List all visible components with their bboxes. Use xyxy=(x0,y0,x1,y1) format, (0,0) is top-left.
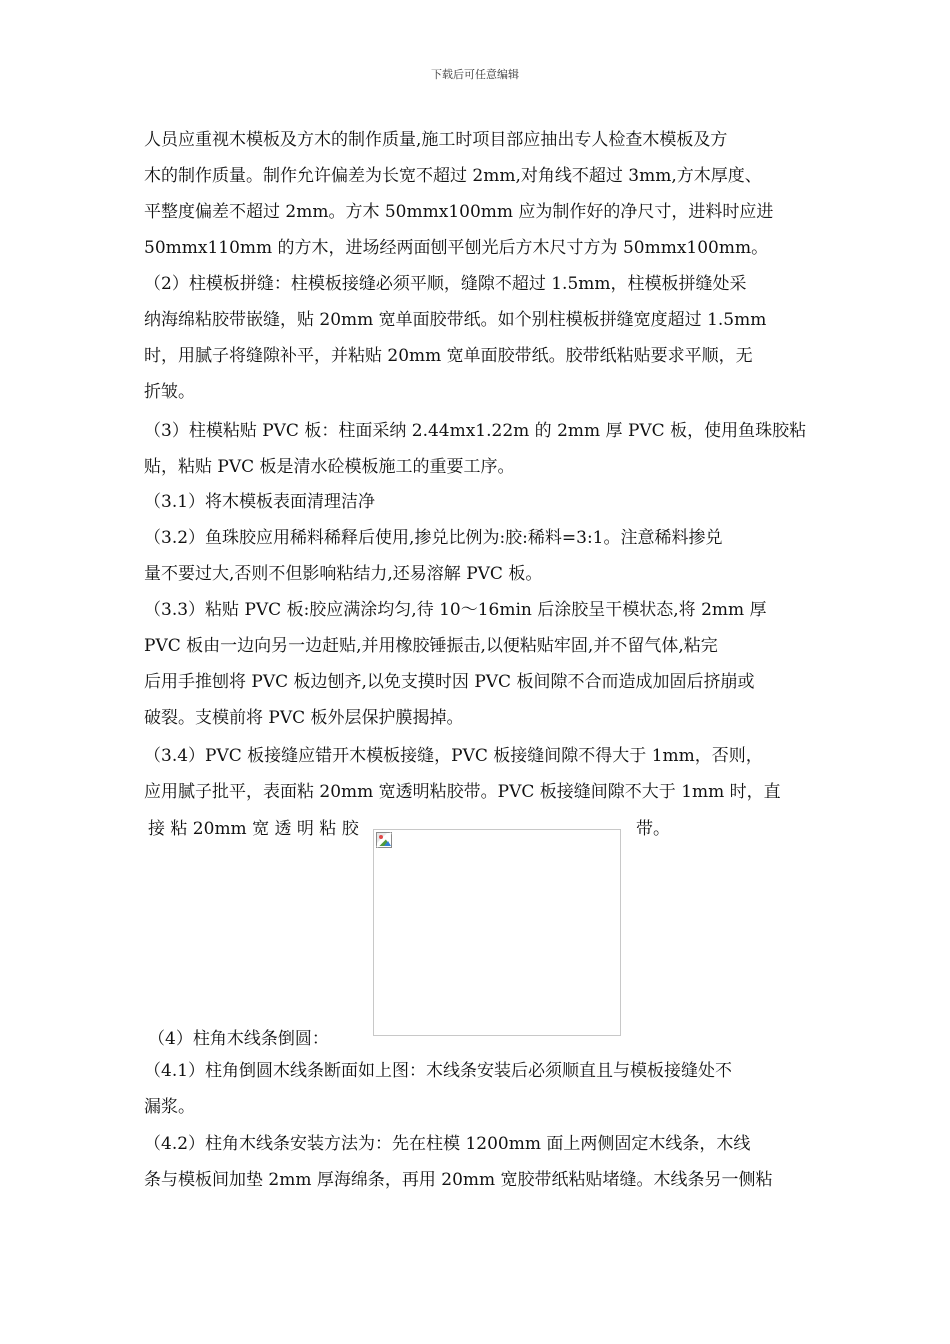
text-line-right-of-figure: 带。 xyxy=(636,819,670,839)
paragraph-4: （4）柱角木线条倒圆： xyxy=(148,1029,329,1049)
text-line-left-of-figure: 接 粘 20mm 宽 透 明 粘 胶 xyxy=(148,819,359,839)
text-line: （3.3）粘贴 PVC 板:胶应满涂均匀,待 10～16min 后涂胶呈干模状态,将 2mm 厚 xyxy=(144,600,767,620)
paragraph-1 xyxy=(144,122,808,266)
figure-image xyxy=(373,829,621,1036)
text-line: PVC 板由一边向另一边赶贴,并用橡胶锤振击,以便粘贴牢固,并不留气体,粘完 xyxy=(144,636,718,656)
text-line: 漏浆。 xyxy=(144,1097,195,1117)
text-line: （2）柱模板拼缝：柱模板接缝必须平顺，缝隙不超过 1.5mm，柱模板拼缝处采 xyxy=(144,274,747,294)
text-line: （3）柱模粘贴 PVC 板：柱面采纳 2.44mx1.22m 的 2mm 厚 PVC 板，使用鱼珠胶粘 xyxy=(144,421,807,441)
text-line: 时，用腻子将缝隙补平，并粘贴 20mm 宽单面胶带纸。胶带纸粘贴要求平顺，无 xyxy=(144,346,753,366)
text-line: （3.2）鱼珠胶应用稀料稀释后使用,掺兑比例为:胶:稀料=3:1。注意稀料掺兑 xyxy=(144,528,723,548)
paragraph-4-1 xyxy=(144,1053,808,1125)
text-line: 量不要过大,否则不但影响粘结力,还易溶解 PVC 板。 xyxy=(144,564,543,584)
paragraph-4-2 xyxy=(144,1126,808,1198)
text-line: （3.1）将木模板表面清理洁净 xyxy=(144,492,376,512)
paragraph-3 xyxy=(144,413,808,485)
paragraph-2 xyxy=(144,266,808,410)
paragraph-3-3 xyxy=(144,592,808,736)
text-line: 人员应重视木模板及方木的制作质量,施工时项目部应抽出专人检查木模板及方 xyxy=(144,130,728,150)
text-line: （4.1）柱角倒圆木线条断面如上图：木线条安装后必须顺直且与模板接缝处不 xyxy=(144,1061,733,1081)
text-line: 应用腻子批平，表面粘 20mm 宽透明粘胶带。PVC 板接缝间隙不大于 1mm 时，直 xyxy=(144,782,781,802)
text-line: 木的制作质量。制作允许偏差为长宽不超过 2mm,对角线不超过 3mm,方木厚度、 xyxy=(144,166,762,186)
paragraph-3-2 xyxy=(144,520,808,592)
text-line: 纳海绵粘胶带嵌缝，贴 20mm 宽单面胶带纸。如个别柱模板拼缝宽度超过 1.5mm xyxy=(144,310,767,330)
text-line: 后用手推刨将 PVC 板边刨齐,以免支摸时因 PVC 板间隙不合而造成加固后挤崩或 xyxy=(144,672,755,692)
paragraph-3-4 xyxy=(144,738,808,810)
text-line: 平整度偏差不超过 2mm。方木 50mmx100mm 应为制作好的净尺寸，进料时应进 xyxy=(144,202,774,222)
paragraph-3-1 xyxy=(144,484,808,520)
text-line: （4.2）柱角木线条安装方法为：先在柱模 1200mm 面上两侧固定木线条，木线 xyxy=(144,1134,751,1154)
broken-image-icon xyxy=(376,832,392,848)
text-line: 折皱。 xyxy=(144,382,195,402)
text-line: 贴，粘贴 PVC 板是清水砼模板施工的重要工序。 xyxy=(144,457,515,477)
text-line: 50mmx110mm 的方木，进场经两面刨平刨光后方木尺寸方为 50mmx100mm。 xyxy=(144,238,769,258)
text-line: （3.4）PVC 板接缝应错开木模板接缝，PVC 板接缝间隙不得大于 1mm，否则， xyxy=(144,746,763,766)
text-line: 条与模板间加垫 2mm 厚海绵条，再用 20mm 宽胶带纸粘贴堵缝。木线条另一侧粘 xyxy=(144,1170,773,1190)
text-line: 破裂。支模前将 PVC 板外层保护膜揭掉。 xyxy=(144,708,464,728)
page-header: 下载后可任意编辑 xyxy=(431,68,519,81)
